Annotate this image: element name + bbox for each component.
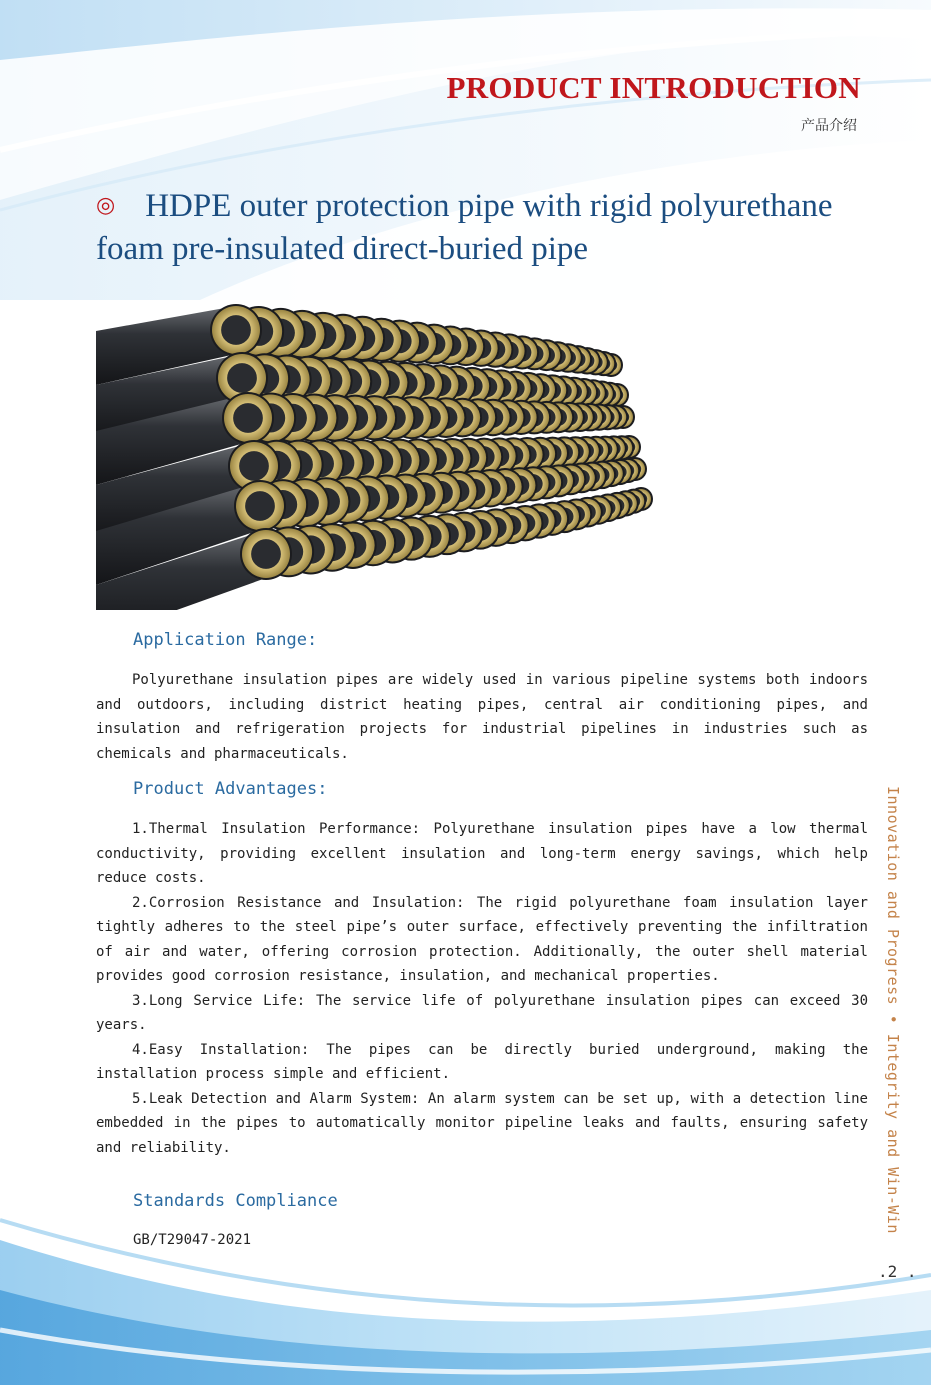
pipe-end: [240, 528, 292, 580]
page-header-title: PRODUCT INTRODUCTION: [446, 70, 861, 105]
advantage-item-4: 4.Easy Installation: The pipes can be directly buried underground, making the installation process simple and efficient.: [96, 1041, 868, 1082]
standards-value: GB/T29047-2021: [133, 1232, 252, 1248]
advantage-item-5: 5.Leak Detection and Alarm System: An alarm system can be set up, with a detection line embedded in the pipes to automatically monitor pipeline leaks and faults, ensuring safety and reliability.: [96, 1090, 868, 1156]
advantage-item-2: 2.Corrosion Resistance and Insulation: The rigid polyurethane foam insulation layer tightly adheres to the steel pipe’s outer surface, effectively preventing the infiltration of air and water, offering corrosion protection. Additionally, the outer shell material provides good corrosion resistance, insulation, and mechanical properties.: [96, 894, 868, 984]
advantages-list: [96, 817, 868, 1160]
application-heading: Application Range:: [133, 630, 318, 650]
application-text: Polyurethane insulation pipes are widely used in various pipeline systems both indoors and outdoors, including district heating pipes, central air conditioning pipes, and insulation and refrigeration projects for industrial pipelines in industries such as chemicals and pharmaceuticals.: [96, 672, 868, 762]
pipe-end: [210, 304, 262, 356]
advantages-heading: Product Advantages:: [133, 779, 328, 799]
advantage-item-1: 1.Thermal Insulation Performance: Polyurethane insulation pipes have a low thermal conductivity, providing excellent insulation and long-term energy savings, which help reduce costs.: [96, 821, 868, 886]
page-header-subtitle: 产品介绍: [801, 118, 857, 134]
pipe-end: [234, 480, 286, 532]
page-number: .2 .: [878, 1262, 917, 1281]
standards-heading: Standards Compliance: [133, 1191, 338, 1211]
product-title: [96, 186, 866, 269]
pipe-stack-photo: [96, 290, 862, 610]
side-slogan: Innovation and Progress • Integrity and Win-Win: [884, 786, 902, 1234]
pipe-end: [222, 392, 274, 444]
product-title-text: HDPE outer protection pipe with rigid polyurethane foam pre-insulated direct-buried pipe: [96, 188, 833, 267]
bullet-icon: ◎: [96, 192, 116, 217]
advantage-item-3: 3.Long Service Life: The service life of polyurethane insulation pipes can exceed 30 years.: [96, 992, 868, 1033]
application-text-block: [96, 668, 868, 766]
